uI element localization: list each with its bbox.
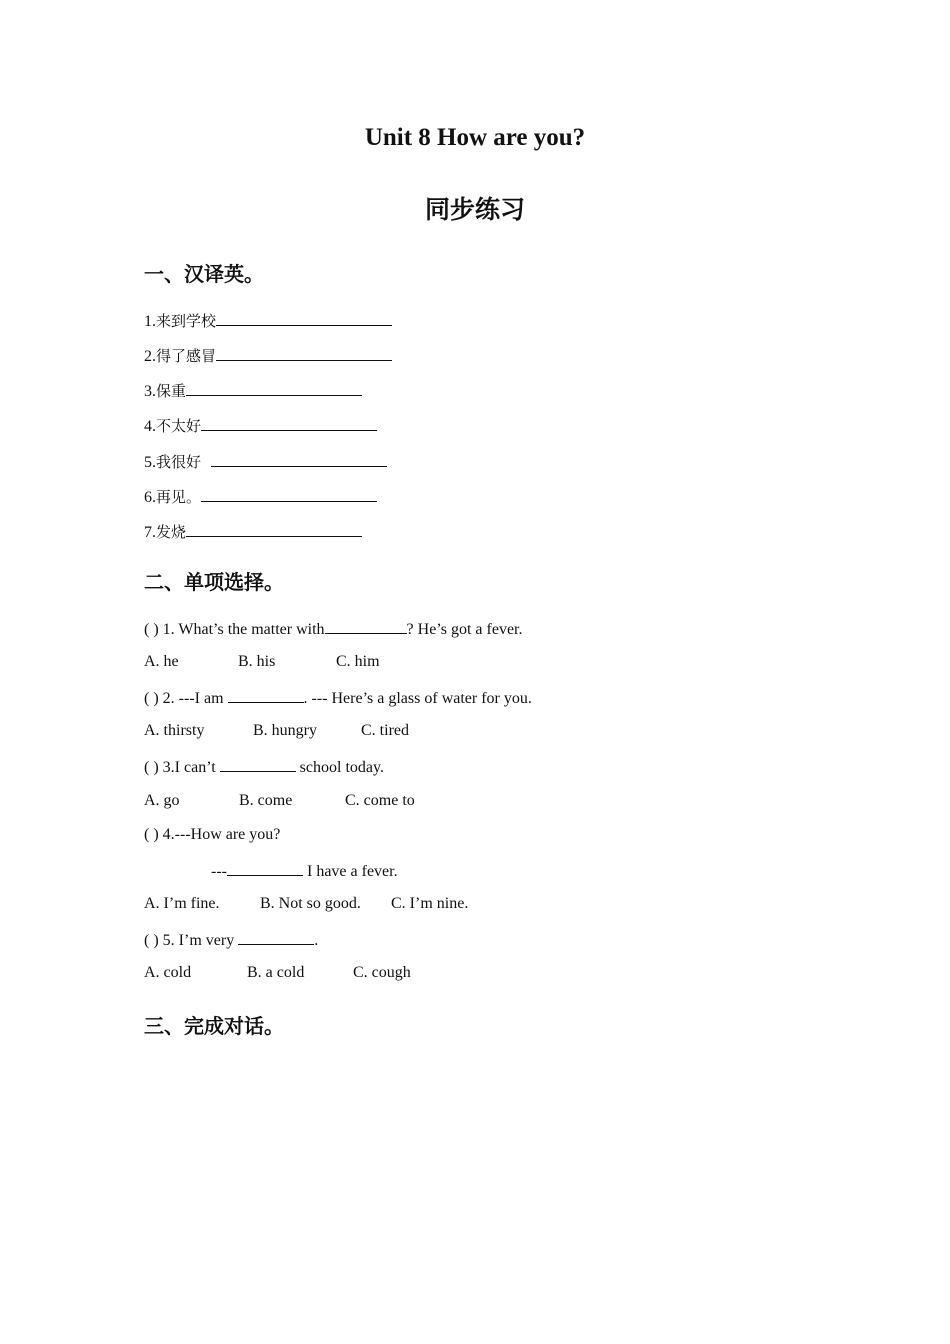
question-prefix: ( ) 3.I can’t: [144, 759, 220, 776]
option-a[interactable]: A. go: [144, 792, 180, 809]
question-suffix: .: [314, 932, 319, 949]
item-number: 5.: [144, 454, 156, 471]
page-subtitle: 同步练习: [424, 195, 525, 224]
option-c[interactable]: C. him: [336, 653, 380, 670]
question-prefix: ( ) 5. I’m very: [144, 932, 239, 949]
option-b[interactable]: B. Not so good.: [260, 895, 361, 912]
section1-heading: 一、汉译英。: [144, 262, 264, 286]
reply-suffix: I have a fever.: [302, 863, 398, 880]
question-prefix: ( ) 1. What’s the matter with: [144, 621, 325, 638]
item-text: 得了感冒: [156, 347, 217, 365]
answer-blank[interactable]: [228, 688, 304, 703]
item-number: 2.: [144, 348, 156, 365]
item-text: 我很好: [156, 453, 202, 471]
question-prefix: ( ) 2. ---I am: [144, 690, 228, 707]
question-suffix: school today.: [295, 759, 384, 776]
question-suffix: ? He’s got a fever.: [406, 621, 523, 638]
answer-blank[interactable]: [216, 311, 392, 326]
answer-blank[interactable]: [186, 381, 362, 396]
section2-heading: 二、单项选择。: [144, 570, 284, 594]
option-a[interactable]: A. he: [144, 653, 179, 670]
item-number: 6.: [144, 489, 156, 506]
question-prefix: ( ) 4.---How are you?: [144, 826, 281, 843]
list-item: [144, 415, 377, 436]
question-suffix: . --- Here’s a glass of water for you.: [303, 690, 532, 707]
answer-blank[interactable]: [201, 416, 377, 431]
question-3: [144, 757, 384, 777]
answer-blank[interactable]: [227, 861, 303, 876]
option-c[interactable]: C. cough: [353, 964, 411, 981]
section3-heading: 三、完成对话。: [144, 1014, 284, 1038]
list-item: [144, 486, 377, 507]
item-text: 不太好: [156, 417, 202, 435]
answer-blank[interactable]: [201, 487, 377, 502]
item-number: 3.: [144, 383, 156, 400]
question-1: [144, 619, 523, 639]
answer-blank[interactable]: [211, 452, 387, 467]
list-item: [144, 380, 362, 401]
question-4: [144, 826, 280, 844]
item-text: 来到学校: [156, 312, 217, 330]
list-item: [144, 521, 362, 542]
item-text: 保重: [156, 382, 187, 400]
item-number: 1.: [144, 313, 156, 330]
answer-blank[interactable]: [325, 619, 407, 634]
question-4-reply: [211, 861, 398, 881]
option-a[interactable]: A. cold: [144, 964, 192, 981]
list-item: [144, 345, 392, 366]
answer-blank[interactable]: [216, 346, 392, 361]
list-item: [144, 451, 387, 472]
list-item: [144, 310, 392, 331]
item-text: 发烧: [156, 523, 187, 541]
option-b[interactable]: B. a cold: [247, 964, 305, 981]
question-2: [144, 688, 532, 708]
answer-blank[interactable]: [186, 522, 362, 537]
item-number: 7.: [144, 524, 156, 541]
option-c[interactable]: C. come to: [345, 792, 415, 809]
item-text: 再见。: [156, 488, 202, 506]
answer-blank[interactable]: [238, 930, 314, 945]
option-b[interactable]: B. hungry: [253, 722, 317, 739]
option-c[interactable]: C. tired: [361, 722, 409, 739]
page-title: Unit 8 How are you?: [364, 124, 586, 151]
question-5: [144, 930, 318, 950]
option-a[interactable]: A. thirsty: [144, 722, 205, 739]
answer-blank[interactable]: [220, 757, 296, 772]
option-b[interactable]: B. come: [239, 792, 293, 809]
reply-prefix: ---: [211, 863, 227, 880]
item-number: 4.: [144, 418, 156, 435]
option-a[interactable]: A. I’m fine.: [144, 895, 220, 912]
option-c[interactable]: C. I’m nine.: [391, 895, 469, 912]
option-b[interactable]: B. his: [238, 653, 276, 670]
